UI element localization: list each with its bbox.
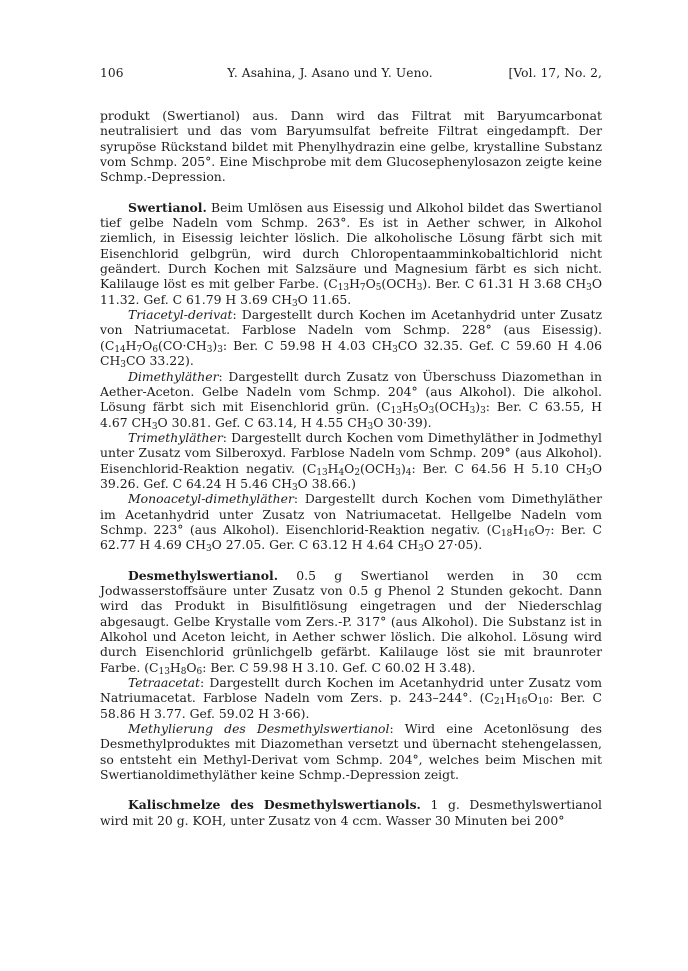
subheading-monoacetyl: Monoacetyl-dimethyläther [128,491,294,507]
subheading-dimethylaether: Dimethyläther [128,368,219,384]
page-number: 106 [100,66,124,80]
subheading-methylierung: Methylierung des Desmethylswertianol [128,721,390,737]
subheading-triacetyl: Triacetyl-derivat [128,307,233,323]
running-header [100,66,602,80]
subheading-trimethylaether: Trimethyläther [128,429,223,445]
paragraph-swertianol: Swertianol. Beim Umlösen aus Eisessig und Alkohol bildet das Swertianol tief gelbe Nadeln vom Schmp. 263°. Es ist in Aether schwer, in Alkohol ziemlich, in Eisessig leichter löslich. Die alkoholische Lösung färbt sich mit Eisenchlorid gelbgrün, wird durch Chloropentaamminkobaltichlorid nicht geändert. Durch Kochen mit Salzsäure und Magnesium färbt es sich nicht. Kalilauge löst es mit gelber Farbe. ($C_{13}H_7O_5(OCH_3)$. Ber. C 61.31 H 3.68 $CH_3O$ 11.32. Gef. C 61.79 H 3.69 $CH_3O$ 11.65. [100,199,602,309]
paragraph-trimethylaether: Trimethyläther: Dargestellt durch Kochen vom Dimethyläther in Jodmethyl unter Zusatz vom Silberoxyd. Farblose Nadeln vom Schmp. 209° (aus Alkohol). Eisenchlorid-Reaktion negativ. ($C_{13}H_4O_2(OCH_3)_4$: Ber. C 64.56 H 5.10 $CH_3O$ 39.26. Gef. C 64.24 H 5.46 $CH_3O$ 38.66.) [100,429,602,494]
paragraph-triacetyl-derivat: Triacetyl-derivat: Dargestellt durch Kochen im Acetanhydrid unter Zusatz von Natriumacetat. Farblose Nadeln vom Schmp. 228° (aus Eisessig). ($C_{14}H_7O_6(CO\cdot CH_3)_3$: Ber. C 59.98 H 4.03 $CH_3CO$ 32.35. Gef. C 59.60 H 4.06 $CH_3CO$ 33.22). [100,307,602,371]
section-heading-desmethylswertianol: Desmethylswertianol. [128,567,279,583]
paragraph-desmethylswertianol: Desmethylswertianol. 0.5 g Swertianol werden in 30 ccm Jodwasserstoffsäure unter Zusatz von 0.5 g Phenol 2 Stunden gekocht. Dann wird das Produkt in Bisulfitlösung eingetragen und der Niederschlag abgesaugt. Gelbe Krystalle vom Zers.-P. 317° (aus Alkohol). Die Substanz ist in Alkohol und Aceton leicht, in Aether schwer löslich. Die alkohol. Lösung wird durch Eisenchlorid grünlichgelb gefärbt. Kalilauge löst sie mit braunroter Farbe. ($C_{13}H_8O_6$: Ber. C 59.98 H 3.10. Gef. C 60.02 H 3.48). [100,567,602,677]
journal-volume: [Vol. 17, No. 2, [508,66,602,80]
section-heading-swertianol: Swertianol. [128,199,207,215]
section-heading-kalischmelze: Kalischmelze des Desmethylswertianols. [128,797,421,813]
running-head-authors: Y. Asahina, J. Asano und Y. Ueno. [227,66,433,80]
paragraph-tetraacetat: Tetraacetat: Dargestellt durch Kochen im Acetanhydrid unter Zusatz vom Natriumacetat. Farblose Nadeln vom Zers. p. 243–244°. ($C_{21}H_{16}O_{10}$: Ber. C 58.86 H 3.77. Gef. 59.02 H 3·66). [100,675,602,721]
paragraph-dimethylaether: Dimethyläther: Dargestellt durch Zusatz von Überschuss Diazomethan in Aether-Aceton. Gelbe Nadeln vom Schmp. 204° (aus Alkohol). Die alkohol. Lösung färbt sich mit Eisenchlorid grün. ($C_{13}H_5O_3(OCH_3)_3$: Ber. C 63.55, H 4.67 $CH_3O$ 30.81. Gef. C 63.14, H 4.55 $CH_3O$ 30·39). [100,368,602,432]
paragraph-continuation: produkt (Swertianol) aus. Dann wird das Filtrat mit Baryumcarbonat neutralisiert und das vom Baryumsulfat befreite Filtrat eingedampft. Der syrupöse Rückstand bildet mit Phenylhydrazin eine gelbe, krystalline Substanz vom Schmp. 205°. Eine Mischprobe mit dem Glucosephenylosazon zeigte keine Schmp.-Depression. [100,108,602,185]
paragraph-monoacetyl-dimethylaether: Monoacetyl-dimethyläther: Dargestellt durch Kochen vom Dimethyläther im Acetanhydrid unter Zusatz von Natriumacetat. Hellgelbe Nadeln vom Schmp. 223° (aus Alkohol). Eisenchlorid-Reaktion negativ. ($C_{18}H_{16}O_7$: Ber. C 62.77 H 4.69 $CH_3O$ 27.05. Ger. C 63.12 H 4.64 $CH_3O$ 27·05). [100,491,602,555]
paragraph-methylierung: Methylierung des Desmethylswertianol: Wird eine Acetonlösung des Desmethylproduktes mit Diazomethan versetzt und übernacht stehengelassen, so entsteht ein Methyl-Derivat vom Schmp. 204°, welches beim Mischen mit Swertianoldimethyläther keine Schmp.-Depression zeigt. [100,721,602,783]
paragraph-kalischmelze: Kalischmelze des Desmethylswertianols. 1 g. Desmethylswertianol wird mit 20 g. KOH, unter Zusatz von 4 ccm. Wasser 30 Minuten bei 200° [100,797,602,828]
subheading-tetraacetat: Tetraacetat [128,675,200,691]
